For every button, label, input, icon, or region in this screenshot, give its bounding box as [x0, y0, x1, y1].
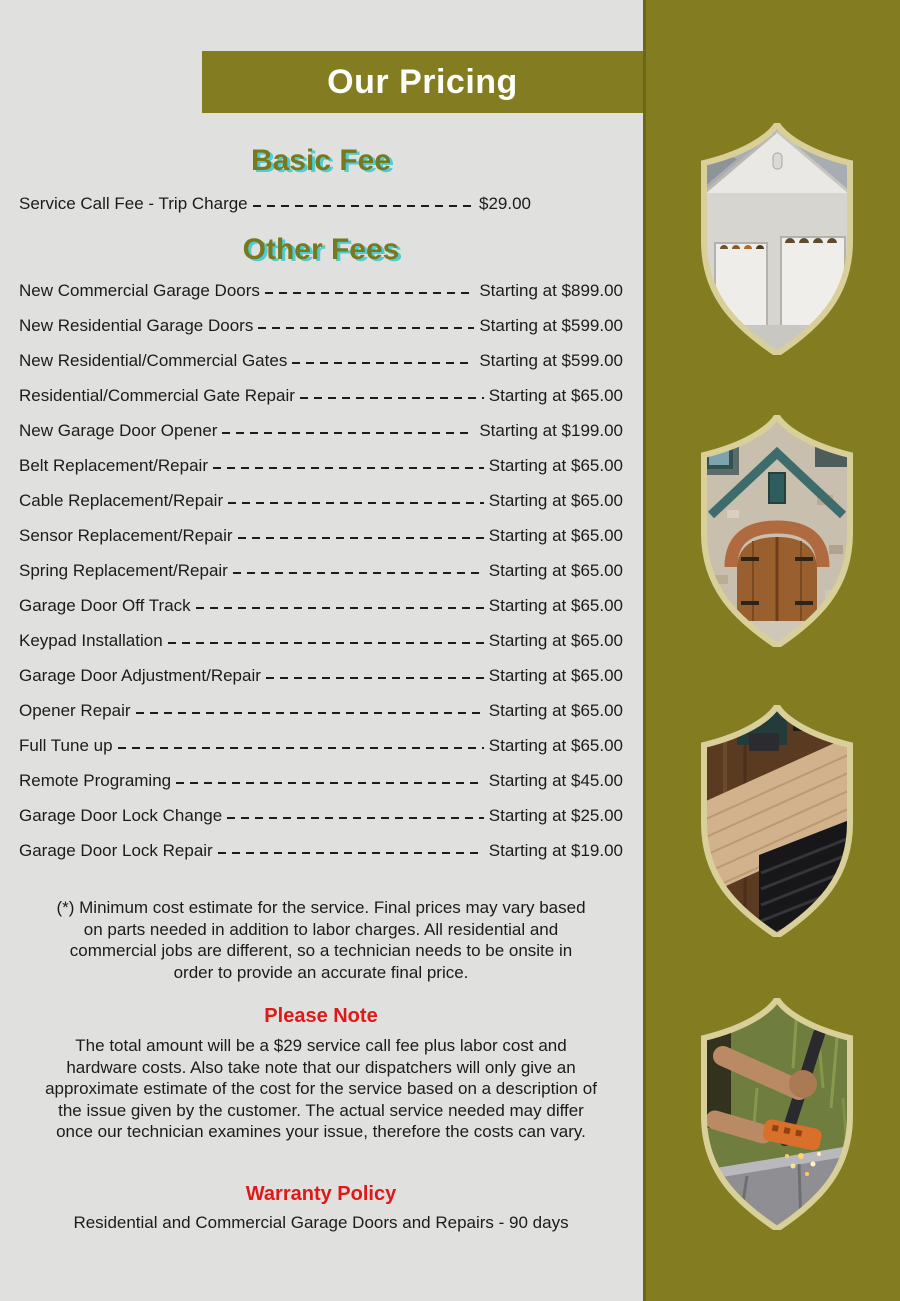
warranty-policy-body: Residential and Commercial Garage Doors and Repairs - 90 days: [73, 1213, 569, 1232]
service-label: Belt Replacement/Repair: [19, 455, 208, 475]
price-row: [19, 658, 623, 693]
price-row: [19, 378, 623, 413]
service-price: Starting at $19.00: [488, 840, 623, 860]
technician-welding-photo: [697, 998, 857, 1230]
service-price: Starting at $65.00: [488, 735, 623, 755]
price-row: [19, 763, 623, 798]
dotted-leader: [213, 467, 484, 469]
service-price: Starting at $45.00: [488, 770, 623, 790]
dotted-leader: [196, 607, 484, 609]
service-label: Cable Replacement/Repair: [19, 490, 224, 510]
service-price: Starting at $199.00: [479, 420, 623, 440]
dotted-leader: [222, 432, 474, 434]
dotted-leader: [292, 362, 474, 364]
price-row: [19, 693, 623, 728]
price-row: [19, 413, 623, 448]
price-row: [19, 588, 623, 623]
price-row: [19, 728, 623, 763]
service-label: Garage Door Off Track: [19, 595, 191, 615]
service-label: New Residential/Commercial Gates: [19, 350, 288, 370]
please-note-body: The total amount will be a $29 service call fee plus labor cost and hardware costs. Also take note that our dispatchers will only give an approximate estimate of the cost for the service based on a description of the issue given by the customer. The actual service needed may differ once our technician examines your issue, therefore the costs can vary.: [45, 1036, 597, 1141]
service-price: Starting at $65.00: [488, 630, 623, 650]
dotted-leader: [118, 747, 484, 749]
minimum-cost-disclaimer: (*) Minimum cost estimate for the service. Final prices may vary based on parts needed in addition to labor charges. All residential and commercial jobs are different, so a technician needs to be onsite in order to provide an accurate final price.: [56, 898, 586, 982]
dotted-leader: [265, 292, 474, 294]
service-price: Starting at $65.00: [488, 385, 623, 405]
service-label: Full Tune up: [19, 735, 113, 755]
dotted-leader: [258, 327, 474, 329]
stone-house-wood-gate-photo: [697, 415, 857, 647]
white-double-garage-photo: [697, 123, 857, 355]
service-label: Garage Door Adjustment/Repair: [19, 665, 261, 685]
dotted-leader: [233, 572, 484, 574]
service-price: $29.00: [479, 194, 531, 213]
service-label: New Commercial Garage Doors: [19, 280, 260, 300]
page-title: Our Pricing: [327, 62, 518, 101]
service-price: Starting at $65.00: [488, 665, 623, 685]
service-label: Keypad Installation: [19, 630, 163, 650]
price-row: [19, 623, 623, 658]
price-row: [19, 192, 531, 216]
service-price: Starting at $25.00: [488, 805, 623, 825]
photo-sidebar: [643, 0, 900, 1301]
dotted-leader: [266, 677, 484, 679]
service-label: Sensor Replacement/Repair: [19, 525, 233, 545]
dotted-leader: [168, 642, 484, 644]
service-label: Residential/Commercial Gate Repair: [19, 385, 295, 405]
basic-fee-list: [19, 192, 531, 216]
price-row: [19, 798, 623, 833]
dotted-leader: [227, 817, 484, 819]
dotted-leader: [253, 205, 474, 207]
dotted-leader: [218, 852, 484, 854]
dotted-leader: [238, 537, 484, 539]
service-label: Remote Programing: [19, 770, 172, 790]
other-fees-heading: Other Fees: [242, 233, 400, 266]
service-price: Starting at $65.00: [488, 525, 623, 545]
service-price: Starting at $65.00: [488, 700, 623, 720]
service-label: Spring Replacement/Repair: [19, 560, 228, 580]
price-row: [19, 518, 623, 553]
dotted-leader: [300, 397, 484, 399]
price-row: [19, 343, 623, 378]
service-label: Opener Repair: [19, 700, 131, 720]
dotted-leader: [228, 502, 484, 504]
service-price: Starting at $599.00: [479, 350, 623, 370]
service-label: New Residential Garage Doors: [19, 315, 254, 335]
service-price: Starting at $65.00: [488, 595, 623, 615]
price-row: [19, 308, 623, 343]
modern-wood-facade-photo: [697, 705, 857, 937]
price-row: [19, 273, 623, 308]
service-label: New Garage Door Opener: [19, 420, 218, 440]
service-price: Starting at $65.00: [488, 560, 623, 580]
please-note-heading: Please Note: [264, 1005, 378, 1027]
service-price: Starting at $899.00: [479, 280, 623, 300]
service-price: Starting at $65.00: [488, 490, 623, 510]
other-fees-list: [19, 273, 623, 868]
title-banner: [202, 51, 643, 113]
price-row: [19, 833, 623, 868]
dotted-leader: [136, 712, 484, 714]
service-label: Service Call Fee - Trip Charge: [19, 194, 248, 213]
basic-fee-heading: Basic Fee: [250, 144, 392, 177]
price-row: [19, 553, 623, 588]
service-label: Garage Door Lock Repair: [19, 840, 213, 860]
price-row: [19, 483, 623, 518]
service-price: Starting at $599.00: [479, 315, 623, 335]
service-label: Garage Door Lock Change: [19, 805, 223, 825]
dotted-leader: [176, 782, 484, 784]
price-row: [19, 448, 623, 483]
service-price: Starting at $65.00: [488, 455, 623, 475]
warranty-policy-heading: Warranty Policy: [245, 1183, 397, 1205]
